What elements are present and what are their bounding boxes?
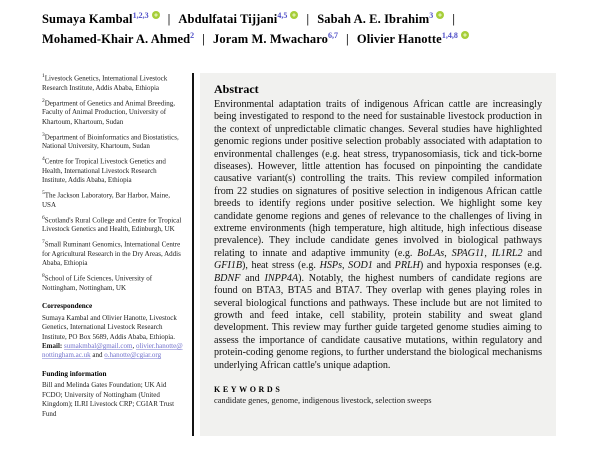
gene-name: SPAG11: [451, 247, 485, 259]
funding-section: [42, 370, 183, 419]
affiliation-number: 5: [42, 190, 45, 197]
content-columns: [42, 73, 556, 436]
email-link[interactable]: sumakmbal@gmail.com: [63, 342, 133, 351]
abstract-text: [214, 99, 542, 372]
gene-name: GFI1B: [214, 260, 243, 272]
affiliation-item: $^3$Department of Bioinformatics and Biostatistics, National University, Khartoum, Sudan: [42, 131, 179, 151]
author-separator: |: [346, 32, 349, 46]
affiliation-number: 8: [42, 273, 45, 280]
abstract-segment: and: [372, 260, 395, 272]
orcid-icon[interactable]: [290, 11, 298, 19]
author-name: Joram M. Mwacharo$^{6,7}$: [213, 30, 339, 46]
affiliation-item: $^4$Centre for Tropical Livestock Genetics and Health, International Livestock Research Institute, Addis Ababa, Ethiopia: [42, 156, 166, 185]
keywords-heading: KEYWORDS: [214, 384, 283, 394]
funding-heading: Funding information: [42, 369, 107, 378]
affiliation-item: $^6$Scotland's Rural College and Centre for Tropical Livestock Genetics and Health, Edinburgh, UK: [42, 214, 182, 234]
author-affiliation-refs: 4,5: [277, 10, 288, 20]
gene-name: BDNF: [214, 272, 241, 284]
abstract-segment: ). Notably, the highest numbers of candidate regions are found on BTA3, BTA5 and BTA7. They overlap with genes playing roles in several biological functions and pathways. These include but are not limited to growth and feed intake, cell stability, protein stability and sweat gland development. This review may further guide targeted genome studies aiming to assess the importance of candidate causative mutations, within regulatory and protein-coding genome regions, to further understand the biological mechanisms underlying African cattle's unique adaption.: [214, 272, 543, 371]
affiliation-item: $^7$Small Ruminant Genomics, International Centre for Agricultural Research in the Dry Areas, Addis Ababa, Ethiopia: [42, 239, 181, 268]
affiliation-number: 7: [42, 239, 45, 246]
email-link[interactable]: o.hanotte@cgiar.org: [104, 351, 162, 360]
author-affiliation-refs: 3: [429, 10, 434, 20]
abstract-segment: ,: [484, 247, 492, 259]
orcid-icon[interactable]: [461, 31, 469, 39]
affiliation-number: 3: [42, 131, 45, 138]
affiliation-item: $^1$Livestock Genetics, International Livestock Research Institute, Addis Ababa, Ethiopia: [42, 73, 168, 92]
email-line: [42, 342, 183, 361]
affiliation-number: 2: [42, 97, 45, 104]
affiliation-item: $^2$Department of Genetics and Animal Breeding, Faculty of Animal Production, University of Khartoum, Khartoum, Sudan: [42, 97, 175, 126]
author-name: Sumaya Kambal$^{1,2,3}$: [42, 12, 160, 26]
column-divider: [192, 73, 194, 436]
abstract-segment: ), heat stress (e.g.: [242, 260, 320, 272]
email-label: Email:: [42, 342, 64, 351]
gene-name: INPP4A: [264, 272, 299, 284]
gene-name: PRLH: [394, 260, 420, 272]
email-separator-text: ,: [132, 342, 136, 351]
author-affiliation-refs: 6,7: [328, 30, 339, 40]
author-separator: |: [167, 12, 171, 26]
keywords-text: candidate genes, genome, indigenous livestock, selection sweeps: [214, 395, 432, 405]
author-name: Abdulfatai Tijjani$^{4,5}$: [178, 12, 298, 26]
author-affiliation-refs: 2: [190, 30, 195, 40]
correspondence-heading: Correspondence: [42, 302, 93, 311]
email-separator-text: and: [90, 351, 105, 360]
affiliation-item: $^8$School of Life Sciences, University of Nottingham, Nottingham, UK: [42, 273, 153, 292]
correspondence-section: [42, 302, 183, 361]
abstract-segment: ) and hypoxia responses (e.g.: [419, 260, 543, 272]
abstract-segment: Environmental adaptation traits of indigenous African cattle are increasingly being investigated to respond to the need for sustainable livestock production in the context of unpredictable climatic changes. Several studies have highlighted genomic regions under positive selection probably associated with adaptation to environmental challenges (e.g. heat stress, trypanosomiasis, tick and tick-borne diseases). However, little attention has focused on pinpointing the candidate causative variant(s) controlling the traits. This review compiled information from 22 studies on signatures of positive selection in indigenous African cattle breeds to identify regions under positive selection. We highlight some key candidate genome regions and genes of relevance to the challenges of living in extreme environments (high temperature, high altitude, high infectious disease prevalence). They include candidate genes involved in biological pathways relating to innate and adaptive immunity (e.g.: [214, 99, 542, 259]
abstract-segment: ,: [342, 260, 349, 272]
funding-text: Bill and Melinda Gates Foundation; UK Aid FCDO; University of Nottingham (United Kingdom); ILRI Livestock CRP; CGIAR Trust Fund: [42, 381, 175, 418]
abstract-segment: ,: [444, 247, 452, 259]
orcid-icon[interactable]: [152, 11, 160, 19]
author-line: [42, 9, 556, 49]
affiliation-number: 4: [42, 156, 45, 163]
gene-name: SOD1: [348, 260, 373, 272]
correspondence-text: Sumaya Kambal and Olivier Hanotte, Livestock Genetics, International Livestock Research Institute, PO Box 5689, Addis Ababa, Ethiopia.: [42, 313, 177, 341]
author-name: Mohamed-Khair A. Ahmed$^2$: [42, 30, 195, 46]
affiliation-number: 1: [42, 73, 45, 79]
affiliation-number: 6: [42, 214, 45, 221]
author-affiliation-refs: 1,4,8: [441, 30, 458, 40]
orcid-icon[interactable]: [436, 11, 444, 19]
abstract-segment: and: [240, 272, 265, 284]
left-sidebar: [42, 73, 192, 436]
abstract-heading: Abstract: [214, 82, 259, 96]
author-separator: |: [306, 12, 310, 26]
affiliations-list: [42, 73, 183, 293]
gene-name: BoLAs: [417, 247, 445, 259]
author-name: Sabah A. E. Ibrahim$^3$: [317, 12, 444, 26]
author-affiliation-refs: 1,2,3: [132, 10, 149, 20]
author-separator: |: [452, 12, 456, 26]
abstract-panel: [200, 73, 556, 436]
email-link[interactable]: olivier.hanotte@nottingham.ac.uk: [42, 342, 183, 360]
gene-name: HSPs: [319, 260, 343, 272]
abstract-segment: and: [522, 247, 543, 259]
author-separator: |: [202, 32, 206, 46]
author-name: Olivier Hanotte$^{1,4,8}$: [357, 32, 469, 46]
affiliation-item: $^5$The Jackson Laboratory, Bar Harbor, Maine, USA: [42, 190, 170, 209]
gene-name: IL1RL2: [491, 247, 523, 259]
